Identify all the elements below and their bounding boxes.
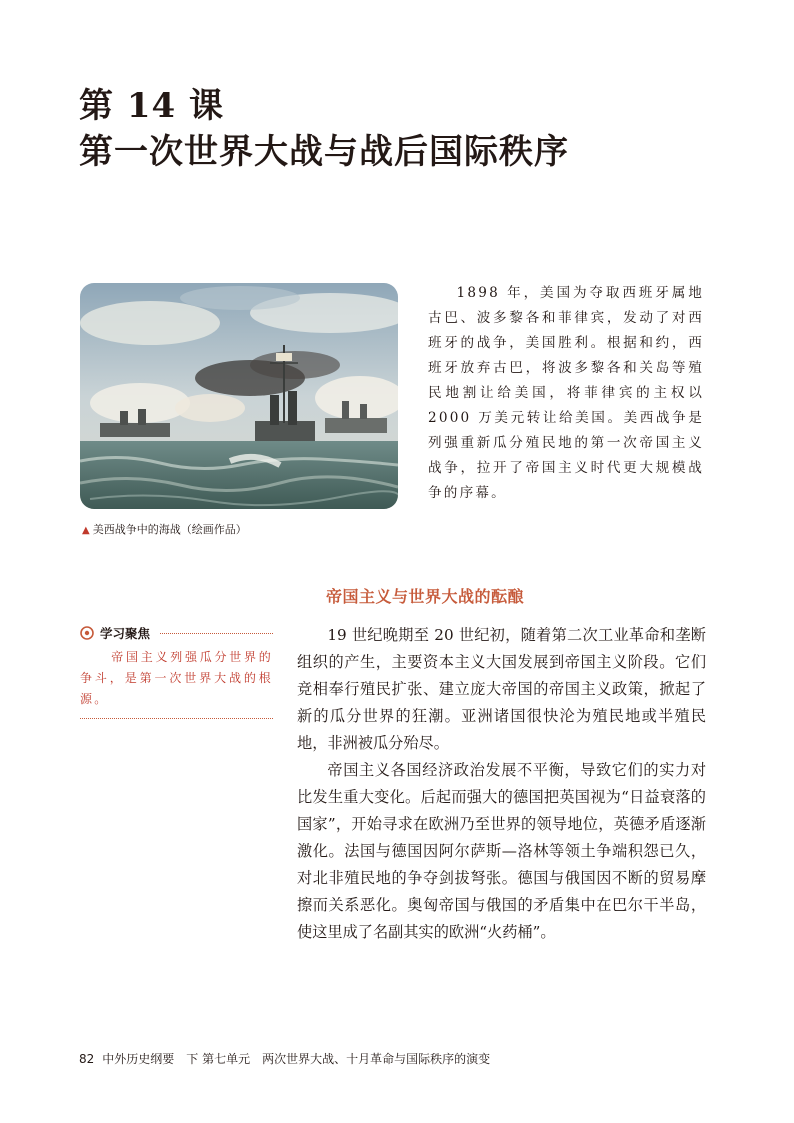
learning-focus-label: 学习聚焦	[100, 626, 151, 641]
body-text	[297, 622, 706, 946]
intro-text: 1898 年，美国为夺取西班牙属地古巴、波多黎各和菲律宾，发动了对西班牙的战争，美国胜利。根据和约，西班牙放弃古巴，将波多黎各和关岛等殖民地割让给美国，将菲律宾的主权以 2000 万美元转让给美国。美西战争是列强重新瓜分殖民地的第一次帝国主义战争，拉开了帝国主义时代更大规模战争的序幕。	[428, 285, 704, 501]
body-paragraph: 19 世纪晚期至 20 世纪初，随着第二次工业革命和垄断组织的产生，主要资本主义大国发展到帝国主义阶段。它们竞相奉行殖民扩张、建立庞大帝国的帝国主义政策，掀起了新的瓜分世界的狂潮。亚洲诸国很快沦为殖民地或半殖民地，非洲被瓜分殆尽。	[297, 626, 706, 752]
figure-caption	[82, 521, 247, 537]
footer-text: 中外历史纲要 下 第七单元 两次世界大战、十月革命与国际秩序的演变	[102, 1052, 491, 1066]
lesson-number: 第 14 课	[79, 86, 224, 126]
figure-caption-text: 美西战争中的海战（绘画作品）	[92, 523, 247, 536]
lesson-title: 第一次世界大战与战后国际秩序	[79, 132, 569, 172]
body-paragraph: 帝国主义各国经济政治发展不平衡，导致它们的实力对比发生重大变化。后起而强大的德国把英国视为“日益衰落的国家”，开始寻求在欧洲乃至世界的领导地位，英德矛盾逐渐激化。法国与德国因阿尔萨斯—洛林等领土争端积怨已久，对北非殖民地的争夺剑拔弩张。德国与俄国因不断的贸易摩擦而关系恶化。奥匈帝国与俄国的矛盾集中在巴尔干半岛，使这里成了名副其实的欧洲“火药桶”。	[297, 761, 706, 941]
naval-battle-painting	[80, 283, 398, 509]
section-heading: 帝国主义与世界大战的酝酿	[326, 587, 525, 606]
focus-divider	[160, 633, 273, 634]
learning-focus-box	[80, 623, 273, 719]
learning-focus-text: 帝国主义列强瓜分世界的争斗，是第一次世界大战的根源。	[80, 650, 273, 706]
focus-target-icon	[80, 626, 94, 640]
triangle-icon: ▲	[82, 525, 90, 536]
focus-bottom-divider	[80, 718, 273, 719]
page-number: 82	[79, 1052, 95, 1066]
page-footer	[79, 1050, 490, 1067]
intro-paragraph	[428, 281, 704, 506]
learning-focus-header	[80, 623, 273, 643]
